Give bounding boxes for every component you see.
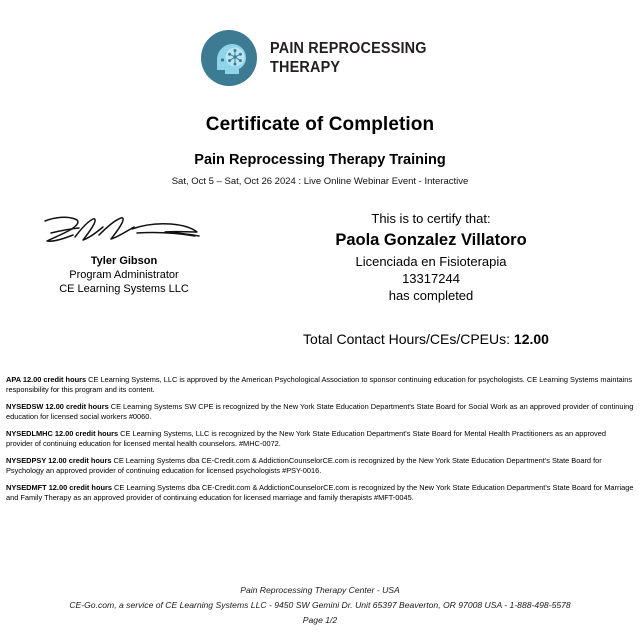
accreditation-lead: NYSEDSW 12.00 credit hours (6, 401, 109, 411)
signer-organization: CE Learning Systems LLC (59, 283, 189, 295)
accreditation-item (6, 456, 634, 476)
footer-address: CE-Go.com, a service of CE Learning Systems LLC - 9450 SW Gemini Dr. Unit 65397 Beaverton, OR 97008 USA - 1-888-498-5578 (69, 599, 571, 610)
brand-wordmark-line2: THERAPY (270, 59, 341, 76)
accreditation-body: CE Learning Systems dba CE-Credit.com & AddictionCounselorCE.com is recognized by the New York State Education Department's State Board for Psychology an approved provider of continuing education for licensed psychologists #PSY-0016. (6, 455, 602, 475)
footer-center-name: Pain Reprocessing Therapy Center - USA (240, 585, 400, 596)
accreditation-lead: APA 12.00 credit hours (6, 375, 87, 384)
head-brain-network-icon (201, 30, 257, 86)
accreditation-body: CE Learning Systems, LLC is approved by the American Psychological Association to sponsor continuing education for psychologists. CE Learning Systems maintains responsibility for this program and its content. (6, 375, 633, 394)
accreditation-lead: NYSEDLMHC 12.00 credit hours (6, 428, 119, 438)
recipient-name: Paola Gonzalez Villatoro (335, 231, 527, 249)
accreditation-item (6, 483, 634, 503)
accreditation-lead: NYSEDPSY 12.00 credit hours (6, 455, 112, 465)
brand-wordmark (270, 39, 427, 78)
certificate-body (0, 211, 640, 321)
recipient-credential: Licenciada en Fisioterapia (355, 254, 507, 269)
recipient-id: 13317244 (402, 271, 460, 286)
page-title: Certificate of Completion (205, 114, 435, 135)
accreditation-item (6, 429, 634, 449)
course-dates: Sat, Oct 5 – Sat, Oct 26 2024 : Live Online Webinar Event - Interactive (171, 176, 469, 187)
total-hours-value: 12.00 (513, 331, 549, 347)
total-hours-label: Total Contact Hours/CEs/CPEUs: (303, 331, 511, 347)
brand-wordmark-line1: PAIN REPROCESSING (270, 39, 427, 57)
page-footer (0, 583, 640, 628)
accreditation-list (6, 375, 634, 503)
accreditation-lead: NYSEDMFT 12.00 credit hours (6, 482, 112, 492)
total-contact-hours (222, 331, 630, 347)
signature-block (24, 211, 224, 295)
signer-name: Tyler Gibson (90, 255, 158, 267)
accreditation-item (6, 402, 634, 422)
signature-icon (37, 211, 212, 251)
recipient-block (232, 211, 630, 303)
accreditation-body: CE Learning Systems SW CPE is recognized by the New York State Education Department's State Board for Social Work as an approved provider of continuing education for licensed social workers #0060. (6, 401, 634, 421)
signer-role: Program Administrator (69, 269, 179, 281)
accreditation-body: CE Learning Systems dba CE-Credit.com & AddictionCounselorCE.com is recognized by the New York State Education Department's State Board for Marriage and Family Therapy as an approved provider of continuing education for licensed marriage and family therapists #MFT-0045. (6, 482, 634, 502)
accreditation-item (6, 375, 634, 395)
course-title: Pain Reprocessing Therapy Training (194, 152, 446, 168)
accreditation-body: CE Learning Systems, LLC is recognized by the New York State Education Department's State Board for Mental Health Practitioners as an approved provider of continuing education for licensed mental health counselors. #MHC-0072. (6, 428, 606, 448)
certify-lead-text: This is to certify that: (371, 211, 491, 226)
brand-logo (0, 0, 640, 86)
page-number: Page 1/2 (302, 615, 338, 626)
completion-status-text: has completed (388, 288, 474, 303)
